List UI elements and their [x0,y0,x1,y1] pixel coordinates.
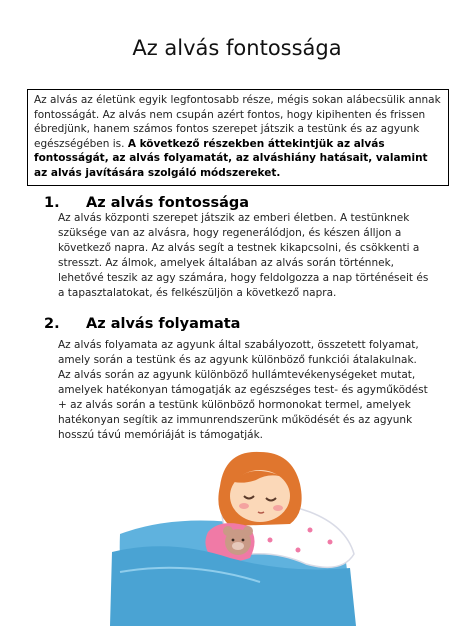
left-cheek [239,503,249,509]
intro-box [27,89,449,186]
intro-bold-text: A következő részekben áttekintjük az alvás fontosságát, az alvás folyamatát, az alváshiány hatásait, valamint az alvás javítására szolgáló módszereket. [34,137,428,179]
right-cheek [273,505,283,511]
sleeping-girl-illustration [110,442,380,628]
section-2-number: 2. [44,316,60,332]
section-2-heading [44,316,240,332]
section-1-number: 1. [44,195,60,211]
section-1-text: Az alvás központi szerepet játszik az emberi életben. A testünknek szüksége van az alvásra, hogy regenerálódjon, és készen álljon a következő napra. Az alvás segít a testnek kikapcsolni, és csökkenti a stresszt. Az álmok, amelyek általában az alvás során történnek, lehetővé teszik az agy számára, hogy feldolgozza a nap történéseit és a tapasztalatokat, és felkészüljön a következő napra. [58,212,429,299]
section-1-title: Az alvás fontossága [86,195,250,211]
intro-text: Az alvás az életünk egyik legfontosabb része, mégis sokan alábecsülik annak fontosságát. Az alvás nem csupán azért fontos, hogy kipihenten és frissen ébredjünk, hanem számos fontos szerepet játszik a testünk és az agyunk egészségében is. [34,94,441,150]
section-2-text: Az alvás folyamata az agyunk által szabályozott, összetett folyamat, amely során a testünk és az agyunk különböző funkciói átalakulnak. Az alvás során az agyunk különböző hullámtevékenységeket mutat, amelyek hatékonyan támogatják az egészséges test- és agyműködést + az alvás során a testünk különböző hormonokat termel, amelyek hatékonyan segítik az immunrendszerünk működését és az agyunk hosszú távú memóriáját is támogatják. [58,339,428,441]
section-2-title: Az alvás folyamata [86,316,241,332]
document-title: Az alvás fontossága [132,36,342,60]
section-1-heading [44,195,249,211]
